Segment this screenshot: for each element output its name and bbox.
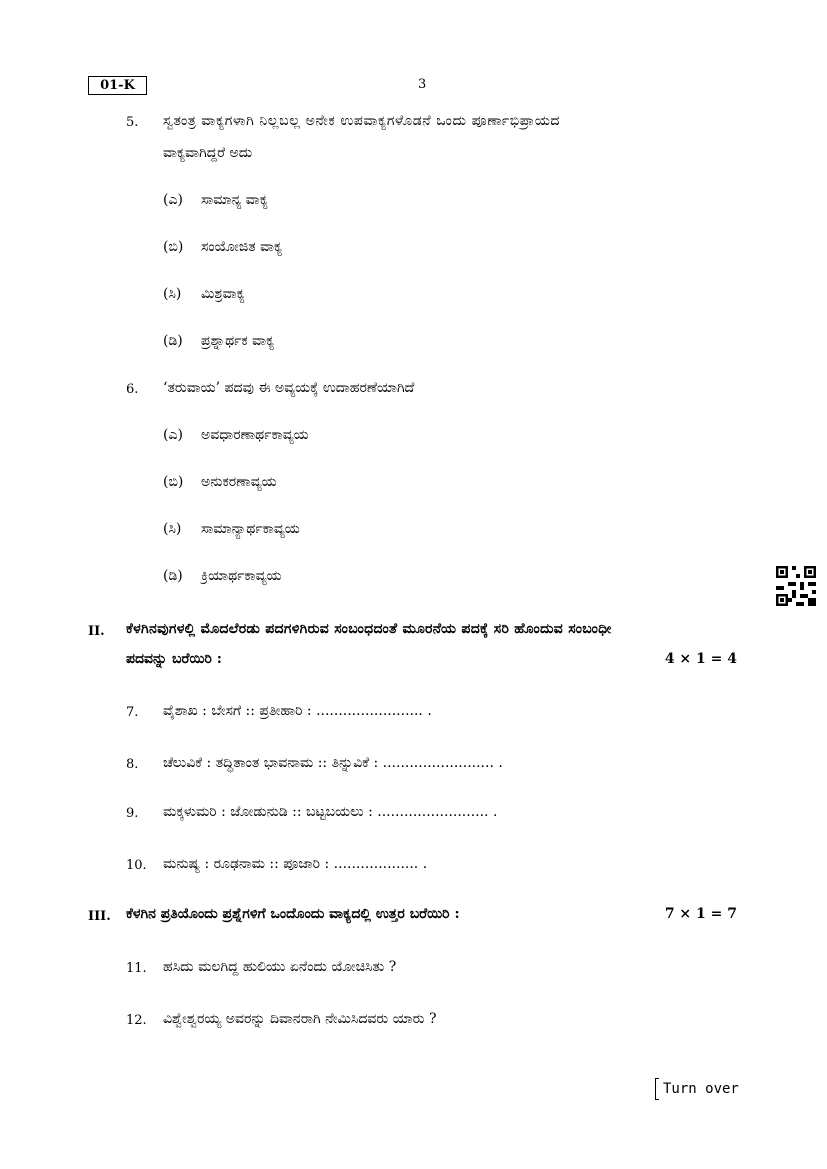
section-marks: 7 × 1 = 7 <box>664 906 737 922</box>
option-a <box>163 427 309 443</box>
paper-code: 01-K <box>88 76 147 95</box>
option-a <box>163 192 268 208</box>
option-text: ಅನುಕರಣಾವ್ಯಯ <box>201 474 277 490</box>
option-text: ಸಂಯೋಜಿತ ವಾಕ್ಯ <box>201 239 283 255</box>
option-b <box>163 474 277 490</box>
question-text-line2: ವಾಕ್ಯವಾಗಿದ್ದರೆ ಅದು <box>163 145 253 161</box>
turn-over-label <box>655 1078 739 1100</box>
option-text: ಸಾಮಾನ್ಯ ವಾಕ್ಯ <box>201 192 268 208</box>
option-b <box>163 239 282 255</box>
option-label: (ಎ) <box>163 192 183 208</box>
option-text: ಮಿಶ್ರವಾಕ್ಯ <box>201 286 245 302</box>
question-number: 8. <box>126 757 139 772</box>
question-text: ವಿಶ್ವೇಶ್ವರಯ್ಯ ಅವರನ್ನು ದಿವಾನರಾಗಿ ನೇಮಿಸಿದವರು ಯಾರು ? <box>163 1011 437 1027</box>
question-text: ಚೆಲುವಿಕೆ : ತದ್ಧಿತಾಂತ ಭಾವನಾಮ :: ತಿನ್ನುವಿಕೆ : ......................... . <box>163 755 503 771</box>
section-number: III. <box>88 909 111 924</box>
option-text: ಅವಧಾರಣಾರ್ಥಕಾವ್ಯಯ <box>201 427 309 443</box>
section-instruction-line2: ಪದವನ್ನು ಬರೆಯಿರಿ : <box>126 651 222 667</box>
question-number: 7. <box>126 705 139 720</box>
option-label: (ಸಿ) <box>163 286 182 302</box>
section-instruction-line1: ಕೆಳಗಿನವುಗಳಲ್ಲಿ ಮೊದಲೆರಡು ಪದಗಳಿಗಿರುವ ಸಂಬಂಧದಂತೆ ಮೂರನೆಯ ಪದಕ್ಕೆ ಸರಿ ಹೊಂದುವ ಸಂಬಂಧೀ <box>126 621 612 637</box>
page-number: 3 <box>418 77 427 92</box>
option-c <box>163 286 245 302</box>
section-number: II. <box>88 624 105 639</box>
question-text: ವೈಶಾಖ : ಬೇಸಗೆ :: ಪ್ರತೀಹಾರಿ : ........................ . <box>163 703 432 719</box>
question-number: 12. <box>126 1013 147 1028</box>
question-text: ಮಕ್ಕಳುಮರಿ : ಜೋಡುನುಡಿ :: ಬಟ್ಟಬಯಲು : ......................... . <box>163 804 498 820</box>
option-label: (ಬಿ) <box>163 474 184 490</box>
option-label: (ಎ) <box>163 427 183 443</box>
question-number: 9. <box>126 806 139 821</box>
option-c <box>163 521 300 537</box>
question-text: ‘ತರುವಾಯ’ ಪದವು ಈ ಅವ್ಯಯಕ್ಕೆ ಉದಾಹರಣೆಯಾಗಿದೆ <box>163 380 415 396</box>
option-label: (ಡಿ) <box>163 333 183 349</box>
question-text-line1: ಸ್ವತಂತ್ರ ವಾಕ್ಯಗಳಾಗಿ ನಿಲ್ಲಬಲ್ಲ ಅನೇಕ ಉಪವಾಕ್ಯಗಳೊಡನೆ ಒಂದು ಪೂರ್ಣಾಭಿಪ್ರಾಯದ <box>163 113 561 129</box>
option-text: ಕ್ರಿಯಾರ್ಥಕಾವ್ಯಯ <box>201 568 282 584</box>
option-d <box>163 568 282 584</box>
section-instruction: ಕೆಳಗಿನ ಪ್ರತಿಯೊಂದು ಪ್ರಶ್ನೆಗಳಿಗೆ ಒಂದೊಂದು ವಾಕ್ಯದಲ್ಲಿ ಉತ್ತರ ಬರೆಯಿರಿ : <box>126 906 460 922</box>
question-number: 10. <box>126 858 147 873</box>
question-text: ಮನುಷ್ಯ : ರೂಢನಾಮ :: ಪೂಜಾರಿ : ................... . <box>163 856 428 872</box>
turn-over-text: Turn over <box>663 1081 739 1097</box>
option-label: (ಸಿ) <box>163 521 182 537</box>
option-label: (ಬಿ) <box>163 239 184 255</box>
option-text: ಸಾಮಾನ್ಯಾರ್ಥಕಾವ್ಯಯ <box>201 521 300 537</box>
option-d <box>163 333 274 349</box>
option-text: ಪ್ರಶ್ನಾರ್ಥಕ ವಾಕ್ಯ <box>201 333 275 349</box>
section-marks: 4 × 1 = 4 <box>664 651 737 667</box>
question-number: 6. <box>126 382 139 397</box>
question-text: ಹಸಿದು ಮಲಗಿದ್ದ ಹುಲಿಯು ಏನೆಂದು ಯೋಚಿಸಿತು ? <box>163 959 397 975</box>
qr-code-image <box>776 566 816 606</box>
question-number: 5. <box>126 115 139 130</box>
option-label: (ಡಿ) <box>163 568 183 584</box>
bracket-mark <box>655 1078 659 1100</box>
question-number: 11. <box>126 961 147 976</box>
